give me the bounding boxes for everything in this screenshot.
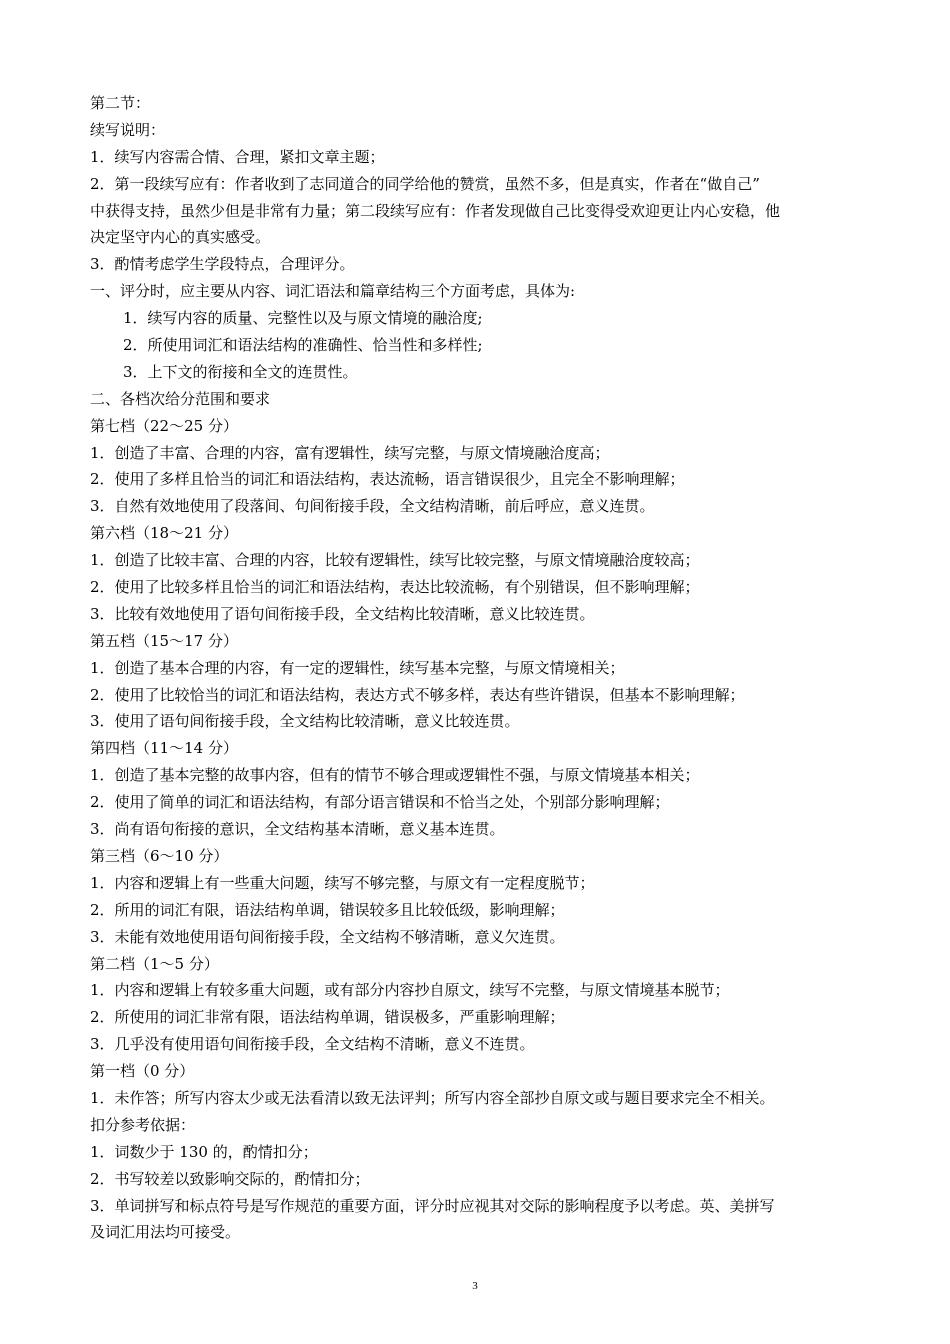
text-line: 3．比较有效地使用了语句间衔接手段，全文结构比较清晰，意义比较连贯。 (90, 604, 595, 623)
page-number: 3 (472, 1280, 478, 1292)
document-body (90, 90, 870, 1246)
text-line: 2．使用了多样且恰当的词汇和语法结构，表达流畅，语言错误很少，且完全不影响理解； (90, 470, 685, 489)
text-line: 一、评分时，应主要从内容、词汇语法和篇章结构三个方面考虑，具体为: (90, 282, 576, 301)
text-line: 1．续写内容需合情、合理，紧扣文章主题； (90, 147, 385, 166)
text-line: 1．创造了基本合理的内容，有一定的逻辑性，续写基本完整，与原文情境相关； (90, 658, 625, 677)
text-line: 2．书写较差以致影响交际的，酌情扣分； (90, 1169, 370, 1188)
deduction-heading: 扣分参考依据： (90, 1115, 196, 1134)
grade-heading: 第六档（18～21 分） (90, 524, 238, 543)
text-line: 2．第一段续写应有：作者收到了志同道合的同学给他的赞赏，虽然不多，但是真实，作者在“做自己” (90, 174, 760, 193)
text-line: 3．使用了语句间衔接手段，全文结构比较清晰，意义比较连贯。 (90, 712, 520, 731)
text-line: 2．使用了简单的词汇和语法结构，有部分语言错误和不恰当之处，个别部分影响理解； (90, 793, 670, 812)
text-line: 1．未作答；所写内容太少或无法看清以致无法评判；所写内容全部抄自原文或与题目要求完全不相关。 (90, 1088, 775, 1107)
text-line: 3．几乎没有使用语句间衔接手段，全文结构不清晰，意义不连贯。 (90, 1035, 535, 1054)
text-line: 2．使用了比较恰当的词汇和语法结构，表达方式不够多样，表达有些许错误，但基本不影响理解； (90, 685, 745, 704)
text-line: 中获得支持，虽然少但是非常有力量；第二段续写应有：作者发现做自己比变得受欢迎更让内心安稳，他 (90, 201, 781, 220)
text-line: 2．所使用的词汇非常有限，语法结构单调，错误极多，严重影响理解； (90, 1008, 565, 1027)
indented-line: 3．上下文的衔接和全文的连贯性。 (123, 362, 358, 381)
grade-heading: 第二档（1～5 分） (90, 954, 219, 973)
instructions-heading: 续写说明： (90, 120, 166, 139)
grade-heading: 第三档（6～10 分） (90, 846, 229, 865)
text-line: 3．自然有效地使用了段落间、句间衔接手段，全文结构清晰，前后呼应，意义连贯。 (90, 497, 655, 516)
indented-line: 1．续写内容的质量、完整性以及与原文情境的融洽度; (123, 309, 483, 328)
text-line: 3．单词拼写和标点符号是写作规范的重要方面，评分时应视其对交际的影响程度予以考虑。英、美拼写 (90, 1196, 775, 1215)
text-line: 1．创造了丰富、合理的内容，富有逻辑性，续写完整，与原文情境融洽度高； (90, 443, 610, 462)
text-line: 3．未能有效地使用语句间衔接手段，全文结构不够清晰，意义欠连贯。 (90, 927, 565, 946)
grade-heading: 第一档（0 分） (90, 1062, 195, 1081)
subsection-heading: 二、各档次给分范围和要求 (90, 389, 271, 408)
text-line: 1．内容和逻辑上有一些重大问题，续写不够完整，与原文有一定程度脱节； (90, 873, 595, 892)
text-line: 2．所用的词汇有限，语法结构单调，错误较多且比较低级，影响理解； (90, 900, 565, 919)
text-line: 2．使用了比较多样且恰当的词汇和语法结构，表达比较流畅，有个别错误，但不影响理解； (90, 578, 700, 597)
grade-heading: 第四档（11～14 分） (90, 739, 238, 758)
section-heading: 第二节： (90, 94, 151, 112)
text-line: 1．内容和逻辑上有较多重大问题，或有部分内容抄自原文，续写不完整，与原文情境基本脱节； (90, 981, 730, 1000)
indented-line: 2．所使用词汇和语法结构的准确性、恰当性和多样性; (123, 336, 483, 355)
text-line: 1．创造了比较丰富、合理的内容，比较有逻辑性，续写比较完整，与原文情境融洽度较高； (90, 551, 700, 570)
grade-heading: 第五档（15～17 分） (90, 631, 238, 650)
text-line: 及词汇用法均可接受。 (90, 1223, 241, 1242)
text-line: 决定坚守内心的真实感受。 (90, 228, 271, 247)
text-line: 3．尚有语句衔接的意识，全文结构基本清晰，意义基本连贯。 (90, 820, 505, 839)
text-line: 3．酌情考虑学生学段特点，合理评分。 (90, 255, 355, 274)
text-line: 1．词数少于 130 的，酌情扣分； (90, 1142, 318, 1161)
text-line: 1．创造了基本完整的故事内容，但有的情节不够合理或逻辑性不强，与原文情境基本相关； (90, 766, 700, 785)
grade-heading: 第七档（22～25 分） (90, 416, 238, 435)
